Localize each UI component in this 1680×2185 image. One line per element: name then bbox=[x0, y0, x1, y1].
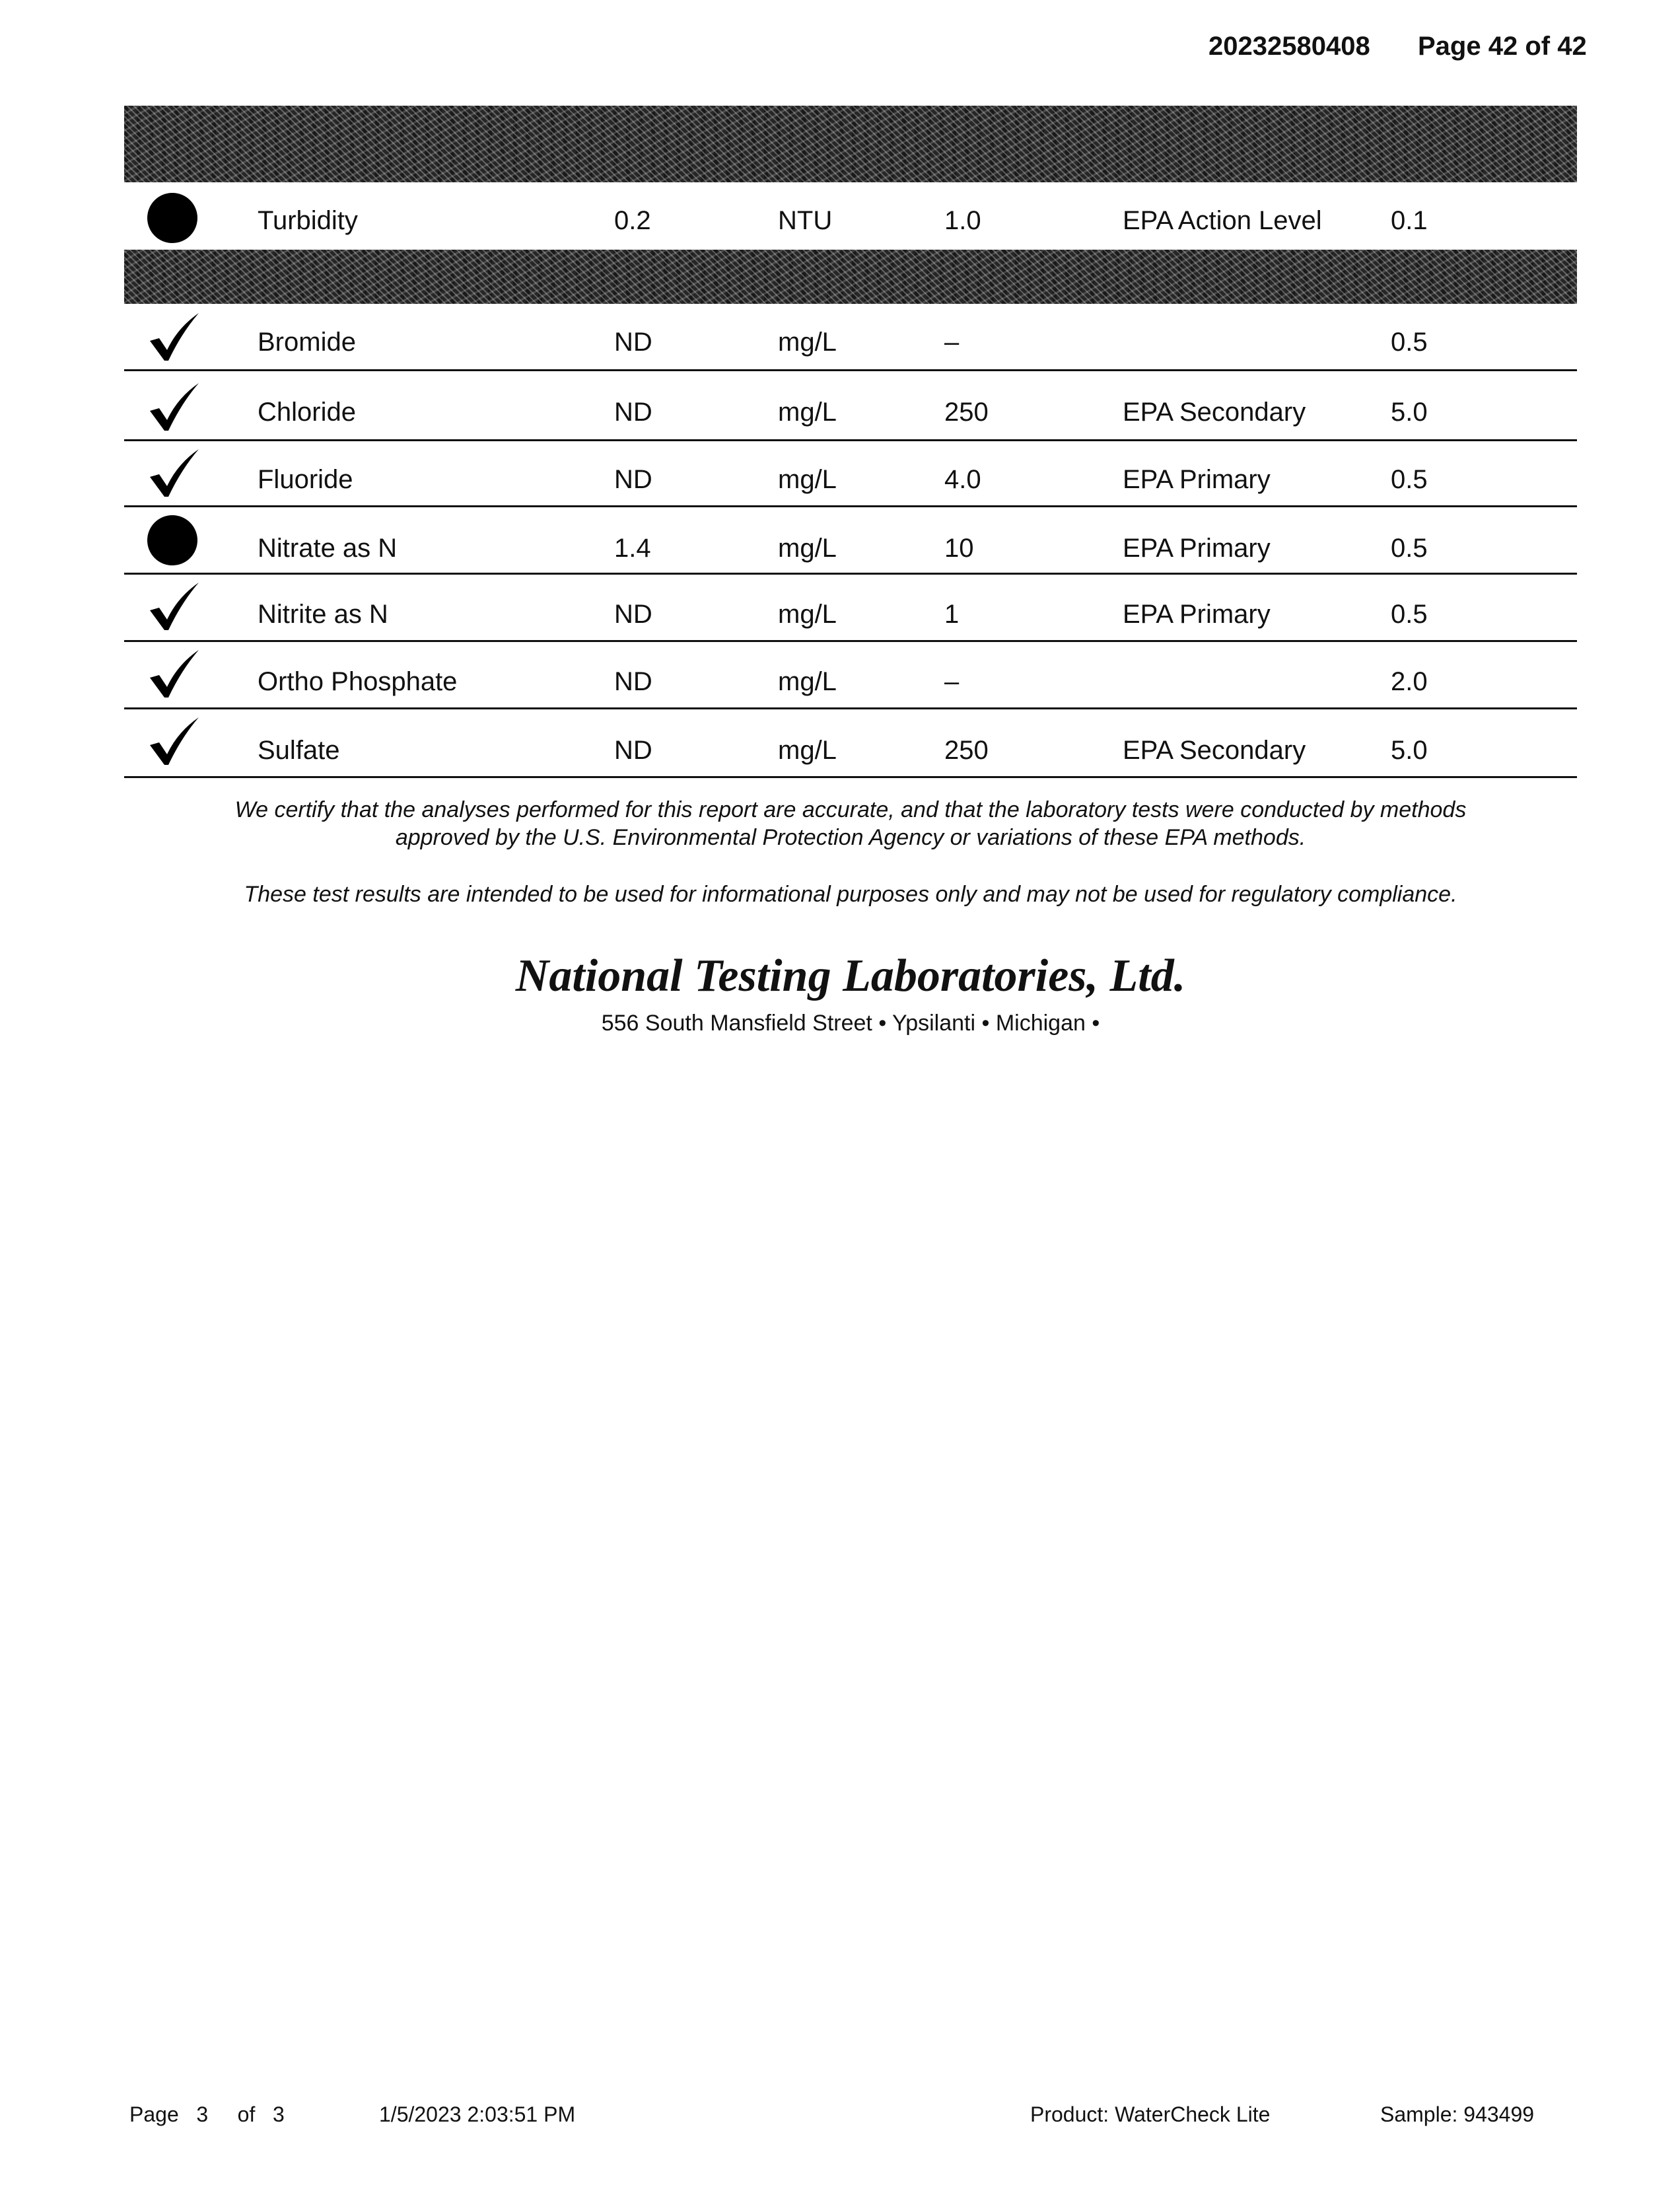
analyte-name: Ortho Phosphate bbox=[258, 667, 458, 696]
analyte-name: Fluoride bbox=[258, 465, 353, 494]
analyte-name: Nitrate as N bbox=[258, 534, 398, 563]
limit-value: 250 bbox=[944, 398, 989, 427]
section-header-band bbox=[124, 106, 1577, 182]
table-row bbox=[124, 575, 1577, 642]
result-value: ND bbox=[614, 667, 652, 696]
result-value: ND bbox=[614, 600, 652, 629]
result-value: 1.4 bbox=[614, 534, 651, 563]
footer-product: Product: WaterCheck Lite bbox=[1030, 2102, 1271, 2126]
standard: EPA Primary bbox=[1123, 534, 1271, 563]
table-row bbox=[124, 507, 1577, 575]
certification-statement bbox=[124, 796, 1577, 851]
checkmark-icon bbox=[147, 715, 200, 768]
limit-value: 1.0 bbox=[944, 206, 981, 235]
certification-line: We certify that the analyses performed for this report are accurate, and that the laboratory tests were conducted by methods bbox=[234, 797, 1467, 822]
table-row bbox=[124, 305, 1577, 371]
units: mg/L bbox=[778, 600, 837, 629]
section-header-band bbox=[124, 250, 1577, 304]
certification-line: approved by the U.S. Environmental Protection Agency or variations of these EPA methods. bbox=[395, 825, 1306, 850]
mrl-value: 0.5 bbox=[1391, 328, 1428, 357]
result-value: ND bbox=[614, 465, 652, 494]
table-row bbox=[124, 441, 1577, 507]
disclaimer: These test results are intended to be used for informational purposes only and may not be used for regulatory compliance. bbox=[244, 882, 1457, 907]
units: mg/L bbox=[778, 465, 837, 494]
standard: EPA Secondary bbox=[1123, 398, 1306, 427]
limit-value: 4.0 bbox=[944, 465, 981, 494]
footer-datetime: 1/5/2023 2:03:51 PM bbox=[379, 2102, 576, 2126]
mrl-value: 5.0 bbox=[1391, 398, 1428, 427]
limit-value: 250 bbox=[944, 736, 989, 765]
analyte-name: Nitrite as N bbox=[258, 600, 388, 629]
table-row bbox=[124, 371, 1577, 441]
status-dot-icon bbox=[147, 193, 197, 243]
limit-value: – bbox=[944, 667, 960, 696]
footer-page-number: Page 3 of 3 bbox=[129, 2102, 285, 2126]
analyte-name: Chloride bbox=[258, 398, 356, 427]
result-value: ND bbox=[614, 328, 652, 357]
checkmark-icon bbox=[147, 580, 200, 633]
checkmark-icon bbox=[147, 380, 200, 433]
standard: EPA Primary bbox=[1123, 465, 1271, 494]
lab-address: 556 South Mansfield Street • Ypsilanti • Michigan • bbox=[601, 1011, 1100, 1036]
analyte-name: Turbidity bbox=[258, 206, 358, 235]
mrl-value: 0.5 bbox=[1391, 465, 1428, 494]
limit-value: – bbox=[944, 328, 960, 357]
table-row bbox=[124, 709, 1577, 778]
checkmark-icon bbox=[147, 647, 200, 700]
document-id: 20232580408 bbox=[1208, 32, 1370, 61]
standard: EPA Secondary bbox=[1123, 736, 1306, 765]
checkmark-icon bbox=[147, 447, 200, 499]
limit-value: 1 bbox=[944, 600, 960, 629]
mrl-value: 0.5 bbox=[1391, 534, 1428, 563]
table-row bbox=[124, 186, 1577, 250]
footer-sample-id: Sample: 943499 bbox=[1380, 2102, 1535, 2126]
units: mg/L bbox=[778, 398, 837, 427]
status-dot-icon bbox=[147, 515, 197, 565]
mrl-value: 2.0 bbox=[1391, 667, 1428, 696]
units: mg/L bbox=[778, 667, 837, 696]
mrl-value: 0.1 bbox=[1391, 206, 1428, 235]
limit-value: 10 bbox=[944, 534, 974, 563]
table-row bbox=[124, 642, 1577, 709]
standard: EPA Primary bbox=[1123, 600, 1271, 629]
result-value: ND bbox=[614, 736, 652, 765]
units: mg/L bbox=[778, 736, 837, 765]
result-value: 0.2 bbox=[614, 206, 651, 235]
result-value: ND bbox=[614, 398, 652, 427]
units: mg/L bbox=[778, 328, 837, 357]
units: mg/L bbox=[778, 534, 837, 563]
standard: EPA Action Level bbox=[1123, 206, 1322, 235]
analyte-name: Bromide bbox=[258, 328, 356, 357]
analyte-name: Sulfate bbox=[258, 736, 340, 765]
lab-name: National Testing Laboratories, Ltd. bbox=[515, 950, 1186, 1001]
mrl-value: 5.0 bbox=[1391, 736, 1428, 765]
units: NTU bbox=[778, 206, 833, 235]
page-indicator: Page 42 of 42 bbox=[1418, 32, 1587, 61]
mrl-value: 0.5 bbox=[1391, 600, 1428, 629]
checkmark-icon bbox=[147, 310, 200, 363]
